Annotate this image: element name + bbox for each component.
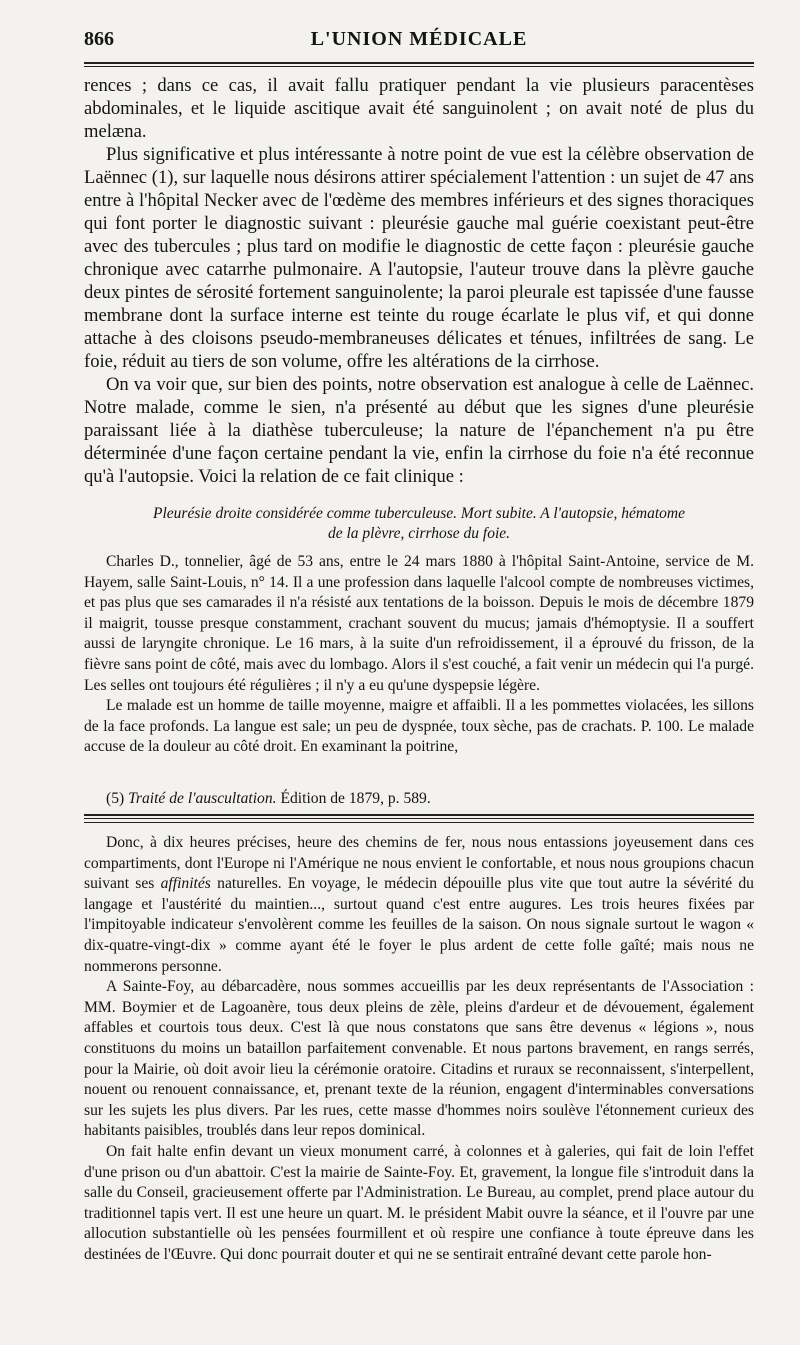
case-title-line: Pleurésie droite considérée comme tuberculeuse. Mort subite. A l'autopsie, hématome	[153, 505, 685, 522]
case-report	[84, 552, 754, 758]
feuilleton-text	[84, 833, 754, 1265]
feuilleton-rule-thin	[84, 822, 754, 823]
journal-title: L'UNION MÉDICALE	[310, 28, 528, 50]
paragraph: rences ; dans ce cas, il avait fallu pratiquer pendant la vie plusieurs paracentèses abdominales, et le liquide ascitique avait été sanguinolent ; on avait noté de plus du melæna.	[84, 75, 754, 142]
page-number: 866	[84, 28, 114, 50]
footnote-text: Édition de 1879, p. 589.	[280, 790, 431, 807]
feuilleton-rule-thin	[84, 818, 754, 819]
paragraph: Plus significative et plus intéressante à notre point de vue est la célèbre observation de Laënnec (1), sur laquelle nous désirons attirer spécialement l'attention : un sujet de 47 ans entre à l'hôpital Necker avec de l'œdème des membres inférieurs et des signes thoraciques qui font porter le diagnostic suivant : pleurésie gauche mal guérie coexistant peut-être avec des tubercules ; plus tard on modifie le diagnostic de cette façon : pleurésie gauche chronique avec catarrhe pulmonaire. A l'autopsie, l'auteur trouve dans la plèvre gauche deux pintes de sérosité fortement sanguinolente; la paroi pleurale est tapissée d'une fausse membrane dont la surface interne est teinte du rouge écarlate le plus vif, et qui donne attache à des cloisons pseudo-membraneuses délicates et ténues, infiltrées de sang. Le foie, réduit au tiers de son volume, offre les altérations de la cirrhose.	[84, 144, 754, 372]
paragraph: Charles D., tonnelier, âgé de 53 ans, entre le 24 mars 1880 à l'hôpital Saint-Antoine, service de M. Hayem, salle Saint-Louis, n° 14. Il a une profession dans laquelle l'alcool compte de nombreuses victimes, et pas plus que ses camarades il n'a résisté aux tentations de la boisson. Depuis le mois de décembre 1879 il maigrit, tousse presque constamment, crachant souvent du mucus; jamais d'hémoptysie. Il a souffert aussi de laryngite chronique. Le 16 mars, à la suite d'un refroidissement, il a éprouvé du frisson, de la fièvre sans point de côté, mais avec du lombago. Alors il s'est couché, a fait venir un médecin qui l'a purgé. Les selles ont toujours été régulières ; il n'y a eu qu'une dyspepsie légère.	[84, 553, 754, 694]
footnote-number: (5)	[106, 790, 125, 807]
paragraph: On va voir que, sur bien des points, notre observation est analogue à celle de Laënnec. Notre malade, comme le sien, n'a présenté au début que les signes d'une pleurésie paraissant liée à la diathèse tuberculeuse; la nature de l'épanchement n'a pu être déterminée d'une façon certaine pendant la vie, enfin la cirrhose du foie n'a été reconnue qu'à l'autopsie. Voici la relation de ce fait clinique :	[84, 374, 754, 487]
case-title	[84, 504, 754, 544]
paragraph: A Sainte-Foy, au débarcadère, nous sommes accueillis par les deux représentants de l'Association : MM. Boymier et de Lagoanère, tous deux pleins de zèle, pleins d'ardeur et de dévouement, également affables et courtois tous deux. C'est là que nous constatons que sans être devenus « légions », nous constituons du moins un bataillon parfaitement convenable. Et nous partons bravement, en rangs serrés, pour la Mairie, où doit avoir lieu la cérémonie oratoire. Citadins et ruraux se reconnaissent, s'interpellent, nouent ou renouent connaissance, et, prenant texte de la réunion, engagent d'interminables conversations sur les sujets les plus divers. Par les rues, cette masse d'hommes noirs soulève l'étonnement curieux des habitants paisibles, troublés dans leur repos dominical.	[84, 978, 754, 1140]
running-header	[84, 28, 754, 54]
footnote-title: Traité de l'auscultation.	[128, 790, 277, 807]
emphasis: affinités	[160, 875, 211, 893]
paragraph: Le malade est un homme de taille moyenne, maigre et affaibli. Il a les pommettes violacées, les sillons de la face profonds. La langue est sale; un peu de dyspnée, toux sèche, pas de crachats. P. 100. Le malade accuse de la douleur au côté droit. En examinant la poitrine,	[84, 697, 754, 756]
paragraph: Donc, à dix heures précises, heure des chemins de fer, nous nous entassions joyeusement dans ces compartiments, dont l'Europe ni l'Amérique ne nous envient le confortable, et nous nous groupions chacun suivant ses affinités naturelles. En voyage, le médecin dépouille plus vite que tout autre la sévérité du langage et l'austérité du maintien..., surtout quand c'est entre augures. Les trois heures fixées par l'impitoyable indicateur s'envolèrent comme les feuilles de la saison. On nous signale surtout le wagon « dix-quatre-vingt-dix » comme ayant été le foyer le plus ardent de cette folle gaîté; mais nous ne nommerons personne.	[84, 834, 754, 975]
header-rule	[84, 62, 754, 64]
main-text-block	[84, 74, 754, 488]
case-title-line: de la plèvre, cirrhose du foie.	[327, 525, 511, 542]
footnote	[84, 789, 754, 809]
header-rule-thin	[84, 66, 754, 67]
feuilleton-rule	[84, 814, 754, 816]
paragraph: On fait halte enfin devant un vieux monument carré, à colonnes et à galeries, qui fait de loin l'effet d'une prison ou d'un abattoir. C'est la mairie de Sainte-Foy. Et, gravement, la longue file s'introduit dans la salle du Conseil, gracieusement offerte par l'Administration. Le Bureau, au complet, prend place autour du traditionnel tapis vert. Il est une heure un quart. M. le président Mabit ouvre la séance, et il l'ouvre par une allocution substantielle où les pensées fourmillent et où respire une confiance à toute épreuve dans les destinées de l'Œuvre. Qui donc pourrait douter et qui ne se sentirait entraîné devant cette parole hon-	[84, 1142, 754, 1263]
